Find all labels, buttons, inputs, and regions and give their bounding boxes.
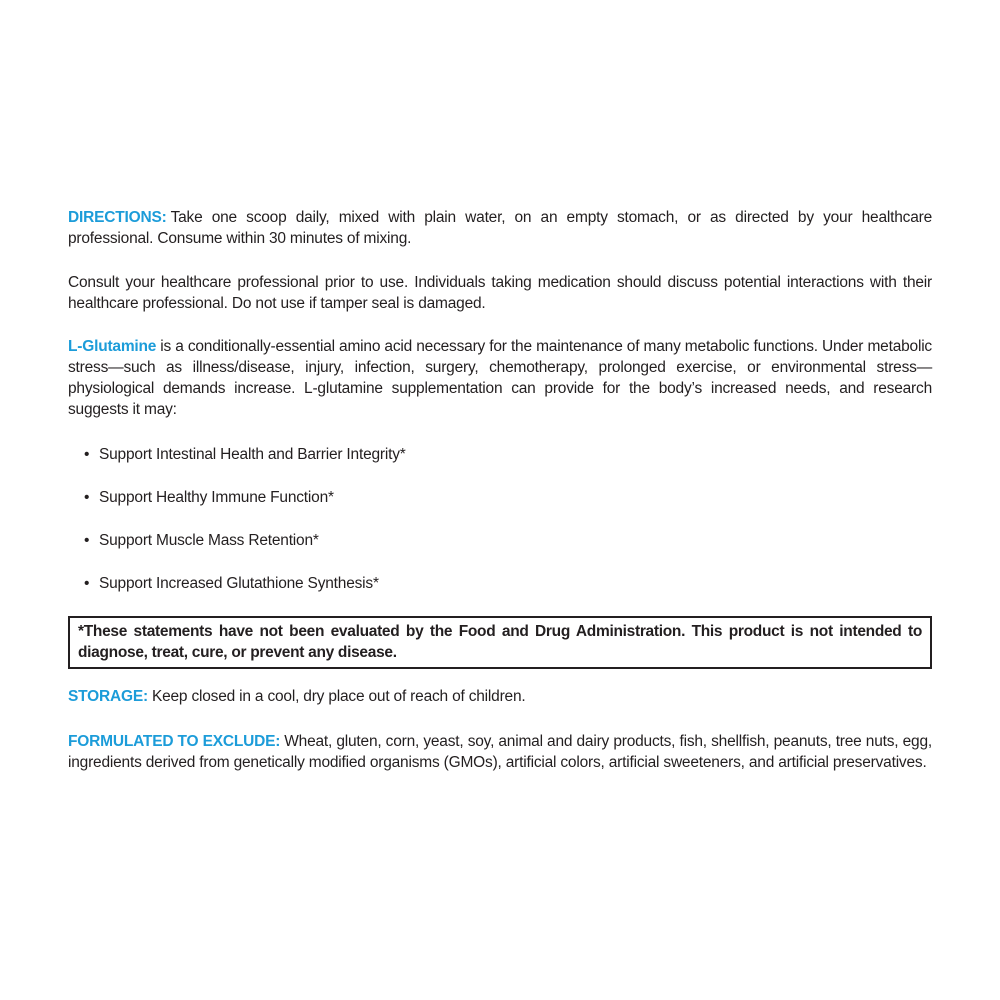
bullet-icon: • [84,446,90,463]
benefit-text: Support Muscle Mass Retention* [99,532,319,549]
storage-text: Keep closed in a cool, dry place out of reach of children. [151,688,526,705]
list-item [68,573,932,594]
consult-paragraph [68,272,932,314]
exclusions-text: Wheat, gluten, corn, yeast, soy, animal and dairy products, fish, shellfish, peanuts, tree nuts, egg, ingredients derived from genetically modified organisms (GMOs), artificial colors, artificial sweeteners, and artificial preservatives. [68,733,932,771]
bullet-icon: • [84,575,90,592]
bullet-icon: • [84,532,90,549]
storage-paragraph [68,686,932,707]
glutamine-label: L-Glutamine [68,338,157,355]
benefit-text: Support Intestinal Health and Barrier Integrity* [99,446,406,463]
benefit-text: Support Healthy Immune Function* [99,489,334,506]
list-item [68,487,932,508]
list-item [68,444,932,465]
fda-disclaimer-text: *These statements have not been evaluated by the Food and Drug Administration. This product is not intended to diagnose, treat, cure, or prevent any disease. [78,623,922,661]
list-item [68,530,932,551]
glutamine-text: is a conditionally-essential amino acid necessary for the maintenance of many metabolic functions. Under metabolic stress—such as illness/disease, injury, infection, surgery, chemotherapy, prolonged exercise, or environmental stress—physiological demands increase. L-glutamine supplementation can provide for the body’s increased needs, and research suggests it may: [68,338,932,418]
directions-label: DIRECTIONS: [68,209,167,226]
glutamine-paragraph [68,336,932,420]
directions-paragraph [68,207,932,249]
label-content [68,207,932,773]
consult-text: Consult your healthcare professional prior to use. Individuals taking medication should discuss potential interactions with their healthcare professional. Do not use if tamper seal is damaged. [68,274,932,312]
fda-disclaimer-box [68,616,932,669]
exclusions-label: FORMULATED TO EXCLUDE: [68,733,281,750]
bullet-icon: • [84,489,90,506]
exclusions-paragraph [68,731,932,773]
storage-label: STORAGE: [68,688,148,705]
benefit-text: Support Increased Glutathione Synthesis* [99,575,379,592]
benefits-list [68,444,932,594]
directions-text: Take one scoop daily, mixed with plain water, on an empty stomach, or as directed by your healthcare professional. Consume within 30 minutes of mixing. [68,209,932,247]
